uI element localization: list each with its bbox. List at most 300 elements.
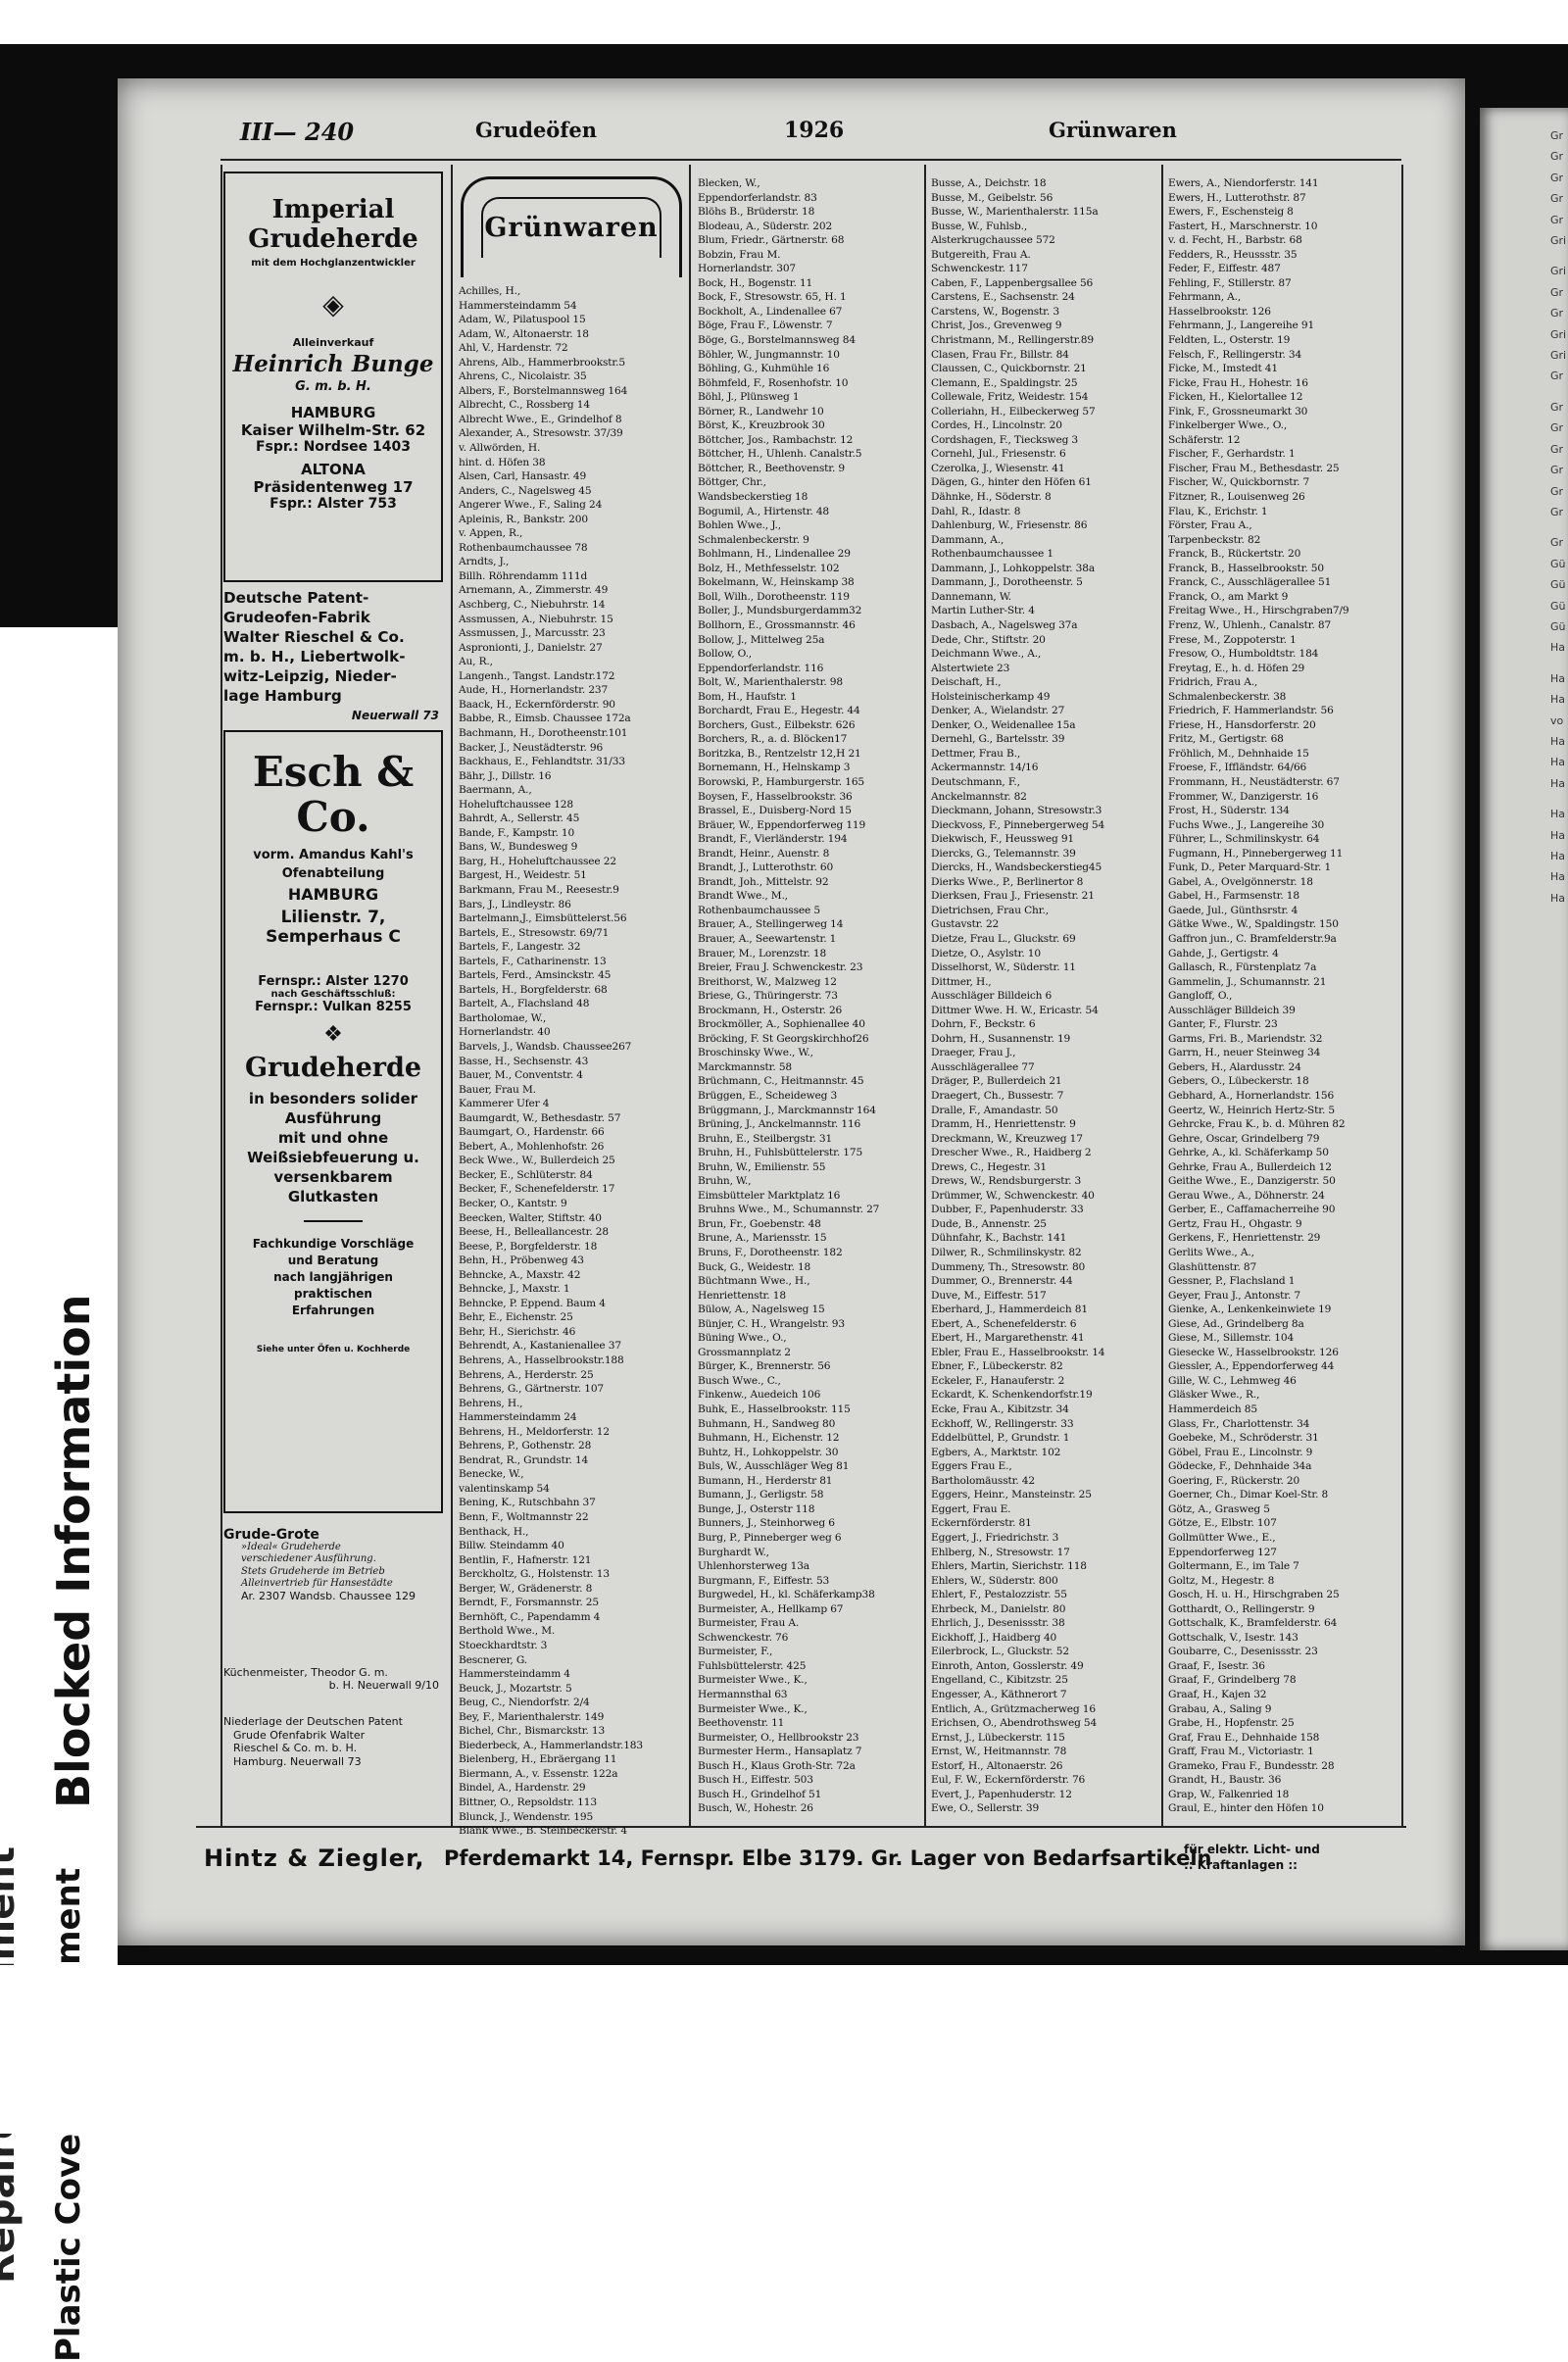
listing-entry: Finkelberger Wwe., O., [1168,419,1288,432]
listing-entry: Bolt, W., Marienthalerstr. 98 [698,676,843,689]
listing-entry: Führer, L., Schmilinskystr. 64 [1168,833,1320,846]
listing-entry: Dietze, Frau L., Gluckstr. 69 [931,932,1076,945]
ad4-line: Stets Grudeherde im Betrieb [241,1565,385,1577]
listing-entry: Bargest, H., Weidestr. 51 [459,869,587,882]
ad1-title: Imperial Grudeherde [248,195,418,254]
listing-entry: Ewe, O., Sellerstr. 39 [931,1802,1040,1815]
listing-entry: Graf, Frau E., Dehnhaide 158 [1168,1731,1320,1744]
listing-entry: Holsteinischerkamp 49 [931,690,1051,703]
listing-entry: Behncke, P. Eppend. Baum 4 [459,1297,606,1309]
listing-entry: Dilwer, R., Schmilinskystr. 82 [931,1247,1082,1259]
listing-entry: Bartelmann,J., Eimsbüttelerst.56 [459,912,627,925]
listing-entry: Fröhlich, M., Dehnhaide 15 [1168,747,1309,760]
listing-entry: Dittmer, H., [931,975,992,988]
listing-entry: Engesser, A., Käthnerort 7 [931,1688,1067,1700]
listing-entry: Franck, O., am Markt 9 [1168,590,1289,603]
listing-entry: Garms, Fri. B., Mariendstr. 32 [1168,1032,1323,1045]
listing-entry: Buck, G., Weidestr. 18 [698,1260,811,1273]
listing-entry: Frost, H., Süderstr. 134 [1168,805,1290,817]
listing-entry: Bobzin, Frau M. [698,248,781,261]
listing-entry: Freitag Wwe., H., Hirschgraben7/9 [1168,605,1349,617]
listing-entry: Burgwedel, H., kl. Schäferkamp38 [698,1589,875,1601]
ad-niederlage [223,1715,447,1768]
listing-entry: Bielenberg, H., Ebräergang 11 [459,1753,617,1766]
listing-entry: Deischaft, H., [931,676,1002,689]
listing-entry: Dühnfahr, K., Bachstr. 141 [931,1232,1067,1245]
listing-entry: Bartholomäusstr. 42 [931,1474,1035,1487]
facing-page-fragment: Gr [1550,536,1564,550]
listing-entry: Dammann, J., Dorotheenstr. 5 [931,576,1083,589]
listing-entry: Dietze, O., Asylstr. 10 [931,947,1041,960]
listing-entry: Gebers, O., Lübeckerstr. 18 [1168,1075,1309,1088]
listing-entry: Estorf, H., Altonaerstr. 26 [931,1759,1063,1772]
ad1-addr1: Kaiser Wilhelm-Str. 62 [240,421,426,439]
listing-entry: Burghardt W., [698,1546,769,1558]
listing-entry: Eckernförderstr. 81 [931,1517,1032,1530]
listing-entry: Bohlen Wwe., J., [698,519,781,532]
listing-entry: Dummer, O., Brennerstr. 44 [931,1275,1073,1288]
listing-entry: Bähr, J., Dillstr. 16 [459,769,552,782]
listing-entry: Gille, W. C., Lehmweg 46 [1168,1374,1297,1387]
listing-entry: Dammann, A., [931,533,1004,546]
listing-entry: Brockmann, H., Osterstr. 26 [698,1004,843,1016]
facing-page-fragment: Gr [1550,307,1564,320]
listing-entry: Colleriahn, H., Eilbeckerweg 57 [931,405,1096,418]
listing-entry: Fridrich, Frau A., [1168,676,1258,689]
listing-entry: Bollhorn, E., Grossmannstr. 46 [698,618,856,631]
listing-entry: Wandsbeckerstieg 18 [698,491,808,504]
facing-page-fragment: Gü [1550,557,1566,570]
listing-entry: Briese, G., Thüringerstr. 73 [698,990,838,1003]
listing-entry: Hoheluftchaussee 128 [459,798,573,811]
listing-entry: Fehrmann, J., Langereihe 91 [1168,320,1315,332]
ad6-line: Niederlage der Deutschen Patent [223,1715,403,1728]
listing-entry: v. d. Fecht, H., Barbstr. 68 [1168,234,1302,247]
listing-entry: Brauer, A., Seewartenstr. 1 [698,932,837,945]
listing-entry: Schwenckestr. 117 [931,263,1028,275]
listing-entry: Backhaus, E., Fehlandtstr. 31/33 [459,756,625,768]
listing-entry: Eppendorferweg 127 [1168,1546,1277,1558]
listing-entry: Brauer, A., Stellingerweg 14 [698,918,844,931]
facing-page-fragment: Gr [1550,171,1564,184]
listing-entry: Ernst, J., Lübeckerstr. 115 [931,1731,1065,1744]
facing-page-fragment: Ha [1550,671,1566,685]
listing-entry: Berger, W., Grädenerstr. 8 [459,1582,593,1595]
facing-page-fragment: Gri [1550,234,1567,248]
listing-entry: Dohrn, H., Susannenstr. 19 [931,1032,1071,1045]
facing-page-fragment: Ha [1550,828,1566,842]
listing-entry: Schmalenbeckerstr. 9 [698,533,809,546]
ad-rieschel [223,588,447,725]
listing-entry: Büning Wwe., O., [698,1332,787,1345]
listing-entry: Rothenbaumchaussee 1 [931,548,1054,561]
ad3-desc-line: Glutkasten [287,1188,379,1206]
listing-entry: Brockmöller, A., Sophienallee 40 [698,1018,865,1031]
listing-entry: Burmeister Wwe., K., [698,1702,808,1715]
listing-entry: Carstens, E., Sachsenstr. 24 [931,291,1075,304]
listing-entry: Borchers, R., a. d. Blöcken17 [698,733,848,746]
listing-entry: Ehrlich, J., Desenissstr. 38 [931,1617,1065,1630]
listing-entry: Gläsker Wwe., R., [1168,1389,1260,1402]
ad3-see: Siehe unter Öfen u. Kochherde [256,1345,411,1354]
ad2-line: lage Hamburg [223,687,342,705]
footer-small-2: :: Kraftanlagen :: [1184,1858,1298,1872]
listing-entry: Behrens, A., Herderstr. 25 [459,1368,594,1381]
ad3-advice-line: und Beratung [287,1254,379,1267]
listing-entry: Ebler, Frau E., Hasselbrookstr. 14 [931,1346,1105,1358]
listing-entry: Bom, H., Haufstr. 1 [698,690,797,703]
listing-entry: Gehrke, Frau A., Bullerdeich 12 [1168,1160,1332,1173]
listing-entry: Böge, G., Borstelmannsweg 84 [698,334,856,347]
listing-entry: Bauer, M., Conventstr. 4 [459,1069,583,1082]
listing-entry: Gerau Wwe., A., Döhnerstr. 24 [1168,1189,1325,1202]
listing-entry: Boritzka, B., Rentzelstr 12,H 21 [698,747,861,760]
listing-entry: Bauer, Frau M. [459,1083,536,1096]
listing-entry: Grossmannplatz 2 [698,1346,791,1358]
listing-entry: Gienke, A., Lenkenkeinwiete 19 [1168,1304,1332,1316]
listing-entry: Brüggen, E., Scheideweg 3 [698,1090,838,1102]
listing-entry: Frenz, W., Uhlenh., Canalstr. 87 [1168,618,1332,631]
listing-entry: Flau, K., Erichstr. 1 [1168,505,1268,517]
facing-page-fragment: Gr [1550,442,1564,456]
page-header [240,118,1177,151]
listing-entry: Brandt, Joh., Mittelstr. 92 [698,875,829,888]
ad1-company: Heinrich Bunge [232,351,434,377]
facing-page-fragment: Gr [1550,464,1564,477]
listing-entry: Bentlin, F., Hafnerstr. 121 [459,1553,592,1566]
listing-entry: Hammersteindamm 24 [459,1411,577,1424]
listing-entry: Garrn, H., neuer Steinweg 34 [1168,1047,1321,1059]
listing-entry: Hasselbrookstr. 126 [1168,305,1271,318]
ad3-desc-line: mit und ohne [277,1129,389,1147]
listing-entry: Behr, E., Eichenstr. 25 [459,1311,573,1324]
listing-entry: Egbers, A., Marktstr. 102 [931,1446,1061,1458]
facing-page-fragment: Ha [1550,891,1566,905]
listing-entry: Burmeister, A., Hellkamp 67 [698,1602,844,1615]
listing-entry: Gabel, A., Ovelgönnerstr. 18 [1168,875,1313,888]
listing-entry: Dramm, H., Henriettenstr. 9 [931,1118,1076,1131]
facing-page-fragment: Ha [1550,734,1566,748]
listing-entry: Biermann, A., v. Essenstr. 122a [459,1767,618,1780]
listing-entry: Bruhn, W., Emilienstr. 55 [698,1160,826,1173]
ad-kuechenmeister [223,1666,447,1692]
listing-entry: Dettmer, Frau B., [931,747,1021,760]
listing-entry: Gebhard, A., Hornerlandstr. 156 [1168,1090,1335,1102]
listing-entry: Ausschläger Billdeich 6 [931,990,1053,1003]
listing-entry: Berthold Wwe., M. [459,1625,556,1638]
listing-entry: Bock, H., Bogenstr. 11 [698,276,813,289]
listing-entry: Goltermann, E., im Tale 7 [1168,1560,1299,1573]
listing-entry: Böttcher, H., Uhlenh. Canalstr.5 [698,448,862,461]
listing-entry: Gahde, J., Gertigstr. 4 [1168,947,1279,960]
listing-entry: Hammerdeich 85 [1168,1403,1257,1416]
listing-entry: Busse, A., Deichstr. 18 [931,177,1047,189]
listing-entry: Ackermannstr. 14/16 [931,762,1039,774]
listing-entry: Ahrens, Alb., Hammerbrookstr.5 [459,356,625,369]
listing-entry: Drews, W., Rendsburgerstr. 3 [931,1175,1082,1188]
listing-entry: Friedrich, F. Hammerlandstr. 56 [1168,705,1334,717]
listing-entry: Gabel, H., Farmsenstr. 18 [1168,890,1299,903]
listing-entry: Dreckmann, W., Kreuzweg 17 [931,1132,1083,1145]
listing-entry: Beug, C., Niendorfstr. 2/4 [459,1697,590,1709]
ad3-advice-line: nach langjährigen [273,1270,393,1284]
listing-entry: Babbe, R., Eimsb. Chaussee 172a [459,713,631,725]
listing-entry: Uhlenhorsterweg 13a [698,1560,809,1573]
listing-entry: Eckhoff, W., Rellingerstr. 33 [931,1417,1074,1430]
listing-entry: Henriettenstr. 18 [698,1289,786,1302]
listing-entry: Geithe Wwe., E., Danzigerstr. 50 [1168,1175,1336,1188]
listing-entry: Bolz, H., Methfesselstr. 102 [698,562,840,574]
ad5-line: b. H. Neuerwall 9/10 [328,1679,439,1692]
listing-entry: Christ, Jos., Grevenweg 9 [931,320,1062,332]
listing-entry: Finkenw., Auedeich 106 [698,1389,821,1402]
listing-entry: Graaf, H., Kajen 32 [1168,1688,1267,1700]
ad3-ornament-icon: ❖ [323,1022,343,1047]
listing-entry: Dummeny, Th., Stresowstr. 80 [931,1260,1086,1273]
listing-entry: Hammersteindamm 54 [459,299,577,312]
listing-entry: Aude, H., Hornerlandstr. 237 [459,684,609,697]
facing-page-fragment: Gri [1550,349,1567,363]
listing-entry: Dannemann, W. [931,590,1011,603]
listing-entry: Borchers, Gust., Eilbekstr. 626 [698,718,856,731]
listing-entry: Bruhn, H., Fuhlsbüttelerstr. 175 [698,1147,863,1159]
facing-page-fragment: Gr [1550,213,1564,226]
listing-entry: Cordes, H., Lincolnstr. 20 [931,419,1062,432]
listing-entry: Graaf, F., Grindelberg 78 [1168,1674,1297,1687]
listing-entry: Clemann, E., Spaldingstr. 25 [931,376,1078,389]
listing-entry: Carstens, W., Bogenstr. 3 [931,305,1059,318]
listing-entry: Hornerlandstr. 40 [459,1026,551,1039]
ad3-product: Grudeherde [244,1053,422,1083]
listing-entry: Christmann, M., Rellingerstr.89 [931,334,1094,347]
listing-entry: Feldten, L., Osterstr. 19 [1168,334,1291,347]
ad6-line: Grude Ofenfabrik Walter [233,1728,366,1742]
listing-entry: Frommann, H., Neustädterstr. 67 [1168,775,1340,788]
listing-entry: Gotthardt, O., Rellingerstr. 9 [1168,1602,1315,1615]
listing-entry: Behrens, G., Gärtnerstr. 107 [459,1383,604,1396]
listing-entry: Ebner, F., Lübeckerstr. 82 [931,1360,1063,1373]
section-head: Grünwaren [1049,118,1177,142]
listing-entry: Behn, H., Pröbenweg 43 [459,1255,584,1267]
listing-entry: Bartels, Ferd., Amsinckstr. 45 [459,969,612,982]
listing-entry: Dede, Chr., Stiftstr. 20 [931,633,1046,646]
listing-entry: Böttcher, Jos., Rambachstr. 12 [698,433,854,446]
listing-entry: Brüning, J., Anckelmannstr. 116 [698,1118,861,1131]
listing-entry: Eul, F. W., Eckernförderstr. 76 [931,1774,1086,1787]
listing-entry: Langenh., Tangst. Landstr.172 [459,669,615,682]
listing-entry: Claussen, C., Quickbornstr. 21 [931,363,1087,375]
ad-grote [223,1529,447,1602]
listing-entry: Billh. Röhrendamm 111d [459,569,588,582]
listing-entry: Behncke, A., Maxstr. 42 [459,1268,581,1281]
listing-entry: Borowski, P., Hamburgerstr. 165 [698,775,865,788]
listing-entry: Ausschlägerallee 77 [931,1060,1035,1073]
listing-entry: Bey, F., Marienthalerstr. 149 [459,1710,605,1723]
listing-entry: Hornerlandstr. 307 [698,263,796,275]
listing-entry: Hermannsthal 63 [698,1688,788,1700]
listing-entry: Brassel, E., Duisberg-Nord 15 [698,805,852,817]
footer-brand: Hintz & Ziegler, [204,1845,425,1872]
year: 1926 [784,118,845,143]
listing-entry: Beecken, Walter, Stiftstr. 40 [459,1211,602,1224]
listing-entry: Funk, D., Peter Marquard-Str. 1 [1168,861,1332,874]
listing-entry: Blank Wwe., B. Steinbeckerstr. 4 [459,1825,627,1838]
listing-entry: Bartels, F., Langestr. 32 [459,941,581,954]
listing-entry: Franck, C., Ausschlägerallee 51 [1168,576,1332,589]
listing-entry: Buhmann, H., Sandweg 80 [698,1417,836,1430]
ad2-line: witz-Leipzig, Nieder- [223,667,397,685]
listing-entry: Frommer, W., Danzigerstr. 16 [1168,790,1319,803]
ad3-advice-line: Erfahrungen [291,1304,375,1317]
facing-page-fragment: Gr [1550,400,1564,414]
listing-entry: Bachmann, H., Dorotheenstr.101 [459,726,628,739]
listing-entry: Bening, K., Rutschbahn 37 [459,1497,596,1509]
listing-entry: Felsch, F., Rellingerstr. 34 [1168,348,1302,361]
listing-entry: Eggers Frau E., [931,1460,1012,1473]
listing-entry: Entlich, A., Grützmacherweg 16 [931,1702,1096,1715]
listing-entry: Eilerbrock, L., Gluckstr. 52 [931,1646,1069,1658]
ad3-phone-note: nach Geschäftsschluß: [270,989,396,1000]
listing-entry: Froese, F., Iffländstr. 64/66 [1168,762,1307,774]
listing-entry: Bockholt, A., Lindenallee 67 [698,305,843,318]
listing-entry: Bruns, F., Dorotheenstr. 182 [698,1247,843,1259]
ad3-name: Esch & Co. [252,748,415,841]
listing-entry: Dasbach, A., Nagelsweg 37a [931,618,1078,631]
listing-entry: Ehlert, F., Pestalozzistr. 55 [931,1589,1067,1601]
listing-entry: Gosch, H. u. H., Hirschgraben 25 [1168,1589,1340,1601]
listing-entry: Bartels, F., Catharinenstr. 13 [459,955,607,967]
listing-entry: Marckmannstr. 58 [698,1060,792,1073]
listing-entry: Bebert, A., Mohlenhofstr. 26 [459,1140,605,1153]
listing-entry: Tarpenbeckstr. 82 [1168,533,1261,546]
label-strip [0,627,118,1980]
listing-entry: Frese, M., Zoppoterstr. 1 [1168,633,1297,646]
listing-entry: Schwenckestr. 76 [698,1631,789,1644]
listing-entry: Basse, H., Sechsenstr. 43 [459,1055,589,1067]
ad3-city: HAMBURG [287,885,379,904]
listing-entry: Alsen, Carl, Hansastr. 49 [459,470,587,483]
listing-entry: Förster, Frau A., [1168,519,1252,532]
listing-entry: Draegert, Ch., Bussestr. 7 [931,1090,1064,1102]
listing-entry: Friese, H., Hansdorferstr. 20 [1168,718,1316,731]
listing-entry: Fischer, F., Gerhardstr. 1 [1168,448,1296,461]
ad3-desc-line: versenkbarem [273,1168,393,1186]
listing-entry: Gangloff, O., [1168,990,1233,1003]
listing-entry: Ficke, Frau H., Hohestr. 16 [1168,376,1308,389]
listing-entry: Gollmütter Wwe., E., [1168,1531,1276,1544]
listing-entry: Burmester Herm., Hansaplatz 7 [698,1746,862,1758]
facing-page-fragment: Ha [1550,776,1566,790]
section-banner-title: Grünwaren [481,197,662,258]
listing-entry: Glass, Fr., Charlottenstr. 34 [1168,1417,1310,1430]
listing-entry: Busse, W., Marienthalerstr. 115a [931,206,1099,219]
listing-entry: Drescher Wwe., R., Haidberg 2 [931,1147,1092,1159]
listing-column-a [459,284,690,1838]
listing-entry: Dähnke, H., Söderstr. 8 [931,491,1052,504]
facing-page-fragment: Gr [1550,421,1564,435]
bottom-margin [0,1965,1568,2134]
ad3-desc [225,1089,441,1206]
listing-entry: Gammelin, J., Schumannstr. 21 [1168,975,1327,988]
facing-page [1480,108,1568,1950]
listing-entry: Grameko, Frau F., Bundesstr. 28 [1168,1759,1335,1772]
listing-entry: Brandt, J., Lutterothstr. 60 [698,861,834,874]
listing-entry: Geertz, W., Heinrich Hertz-Str. 5 [1168,1104,1336,1116]
listing-entry: Bande, F., Kampstr. 10 [459,826,575,839]
listing-entry: Böhl, J., Plünsweg 1 [698,391,800,404]
listing-entry: Aschberg, C., Niebuhrstr. 14 [459,599,606,612]
listing-entry: Albers, F., Borstelmannsweg 164 [459,384,628,397]
blocked-label: Blocked Information [47,1294,100,1808]
listing-entry: Gehrcke, Frau K., b. d. Mühren 82 [1168,1118,1346,1131]
listing-entry: Kammerer Ufer 4 [459,1098,550,1110]
ad3-addr: Lilienstr. 7, Semperhaus C [266,908,401,947]
listing-entry: Gödecke, F., Dehnhaide 34a [1168,1460,1312,1473]
listing-entry: Busch H., Eiffestr. 503 [698,1774,813,1787]
listing-entry: Bumann, H., Herderstr 81 [698,1474,833,1487]
listing-entry: Rothenbaumchaussee 5 [698,904,820,916]
listing-entry: Barvels, J., Wandsb. Chaussee267 [459,1040,632,1053]
listing-entry: Buls, W., Ausschläger Weg 81 [698,1460,850,1473]
listing-entry: Drews, C., Hegestr. 31 [931,1160,1047,1173]
listing-entry: Brandt, F., Vierländerstr. 194 [698,833,848,846]
listing-entry: Bunge, J., Osterstr 118 [698,1502,815,1515]
listing-entry: Bokelmann, W., Heinskamp 38 [698,576,855,589]
facing-page-fragment: Ha [1550,693,1566,707]
listing-entry: Böttger, Chr., [698,476,766,489]
listing-entry: Bornemann, H., Helnskamp 3 [698,762,851,774]
listing-entry: Glashüttenstr. 87 [1168,1260,1257,1273]
listing-entry: Dude, B., Annenstr. 25 [931,1217,1047,1230]
listing-entry: Eimsbütteler Marktplatz 16 [698,1189,841,1202]
listing-entry: Behrens, P., Gothenstr. 28 [459,1440,592,1452]
listing-entry: Berndt, F., Forsmannstr. 25 [459,1597,599,1609]
facing-page-fragment: Gü [1550,619,1566,633]
listing-entry: Grap, W., Falkenried 18 [1168,1788,1290,1800]
listing-entry: Blunck, J., Wendenstr. 195 [459,1810,594,1823]
listing-entry: Ficke, M., Imstedt 41 [1168,363,1278,375]
listing-entry: Franck, B., Hasselbrookstr. 50 [1168,562,1324,574]
listing-entry: Benecke, W., [459,1468,524,1481]
listing-entry: Bunners, J., Steinhorweg 6 [698,1517,835,1530]
listing-entry: Gerkens, F., Henriettenstr. 29 [1168,1232,1321,1245]
facing-page-fragment: Gr [1550,484,1564,498]
ad2-line: Walter Rieschel & Co. [223,628,405,646]
listing-entry: Eggert, J., Friedrichstr. 3 [931,1531,1059,1544]
listing-entry: Benthack, H., [459,1525,529,1538]
listing-entry: Gessner, P., Flachsland 1 [1168,1275,1296,1288]
listing-entry: Boller, J., Mundsburgerdamm32 [698,605,862,617]
listing-entry: Bahrdt, A., Sellerstr. 45 [459,812,580,825]
listing-entry: Busch, W., Hohestr. 26 [698,1802,813,1815]
listing-entry: Dammann, J., Lohkoppelstr. 38a [931,562,1096,574]
listing-entry: Ehlers, Martin, Sierichstr. 118 [931,1560,1087,1573]
listing-entry: Fuchs Wwe., J., Langereihe 30 [1168,818,1325,831]
listing-entry: Barg, H., Hoheluftchaussee 22 [459,855,616,867]
listing-entry: Dubber, F., Papenhuderstr. 33 [931,1204,1084,1216]
listing-entry: Bittner, O., Repsoldstr. 113 [459,1796,597,1808]
listing-entry: Dierks Wwe., P., Berlinertor 8 [931,875,1084,888]
ad2-line: m. b. H., Liebertwolk- [223,648,406,665]
listing-entry: Fischer, W., Quickbornstr. 7 [1168,476,1310,489]
listing-entry: Eggert, Frau E. [931,1502,1011,1515]
listing-entry: Gebers, H., Alardusstr. 24 [1168,1060,1301,1073]
listing-entry: Draeger, Frau J., [931,1047,1016,1059]
listing-entry: Goering, F., Rückerstr. 20 [1168,1474,1300,1487]
listing-entry: Behr, H., Sierichstr. 46 [459,1325,576,1338]
listing-entry: Burmeister, Frau A. [698,1617,800,1630]
listing-entry: Graaf, F., Isestr. 36 [1168,1659,1265,1672]
